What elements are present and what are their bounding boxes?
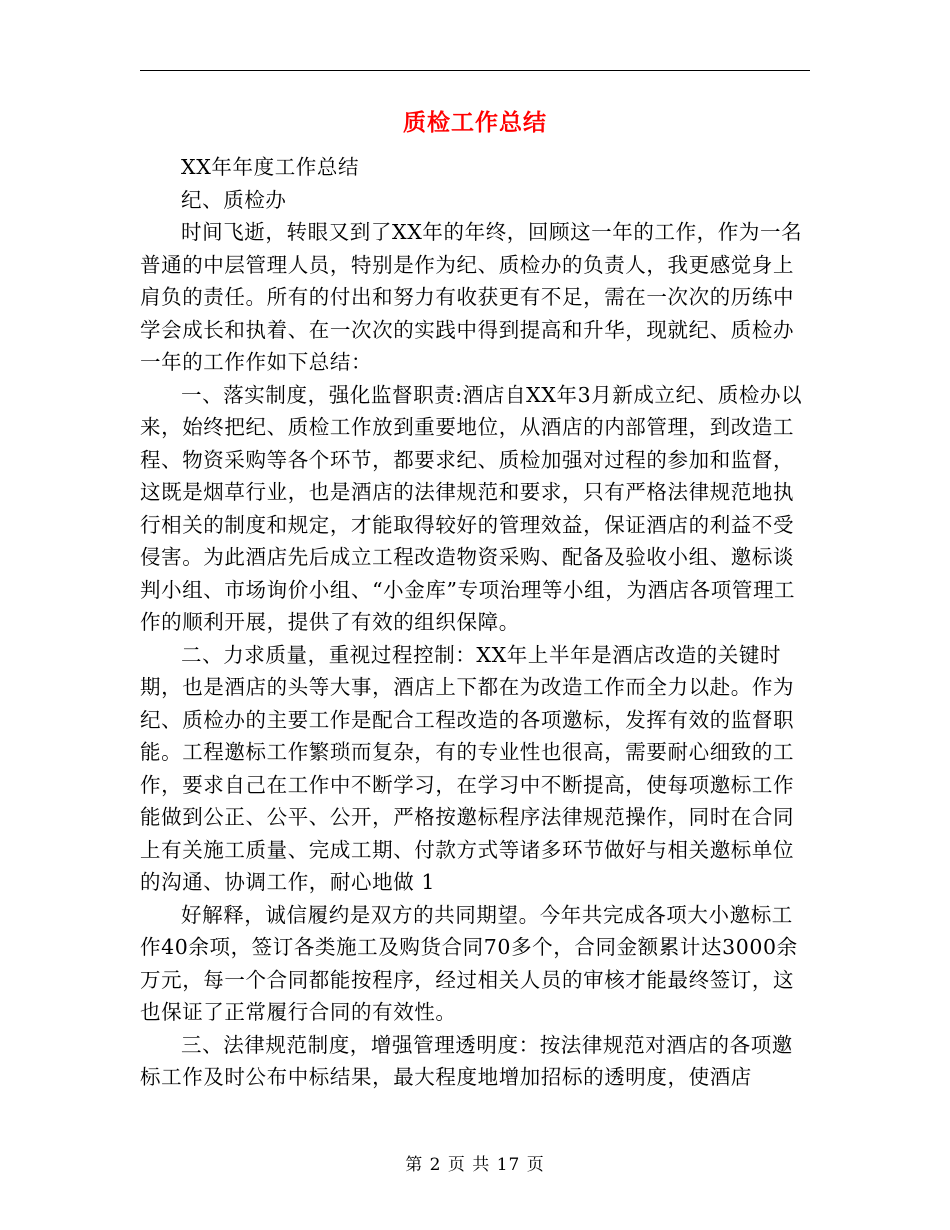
header-rule	[140, 70, 810, 71]
paragraph-section-two: 二、力求质量，重视过程控制：XX年上半年是酒店改造的关键时期，也是酒店的头等大事，酒店上下都在为改造工作而全力以赴。作为纪、质检办的主要工作是配合工程改造的各项邀标，发挥有效的监督职能。工程邀标工作繁琐而复杂，有的专业性也很高，需要耐心细致的工作，要求自己在工作中不断学习，在学习中不断提高，使每项邀标工作能做到公正、公平、公开，严格按邀标程序法律规范操作，同时在合同上有关施工质量、完成工期、付款方式等诸多环节做好与相关邀标单位的沟通、协调工作，耐心地做 1	[140, 642, 795, 894]
paragraph-section-two-continued: 好解释，诚信履约是双方的共同期望。今年共完成各项大小邀标工作40余项，签订各类施工及购货合同70多个，合同金额累计达3000余万元，每一个合同都能按程序，经过相关人员的审核才能最终签订，这也保证了正常履行合同的有效性。	[140, 902, 798, 1024]
paragraph-section-one: 一、落实制度，强化监督职责:酒店自XX年3月新成立纪、质检办以来，始终把纪、质检工作放到重要地位，从酒店的内部管理，到改造工程、物资采购等各个环节，都要求纪、质检加强对过程的参加和监督，这既是烟草行业，也是酒店的法律规范和要求，只有严格法律规范地执行相关的制度和规定，才能取得较好的管理效益，保证酒店的利益不受侵害。为此酒店先后成立工程改造物资采购、配备及验收小组、邀标谈判小组、市场询价小组、“小金库”专项治理等小组，为酒店各项管理工作的顺利开展，提供了有效的组织保障。	[140, 382, 803, 634]
paragraph-department: 纪、质检办	[181, 187, 287, 212]
paragraph-intro: 时间飞逝，转眼又到了XX年的年终，回顾这一年的工作，作为一名普通的中层管理人员，特别是作为纪、质检办的负责人，我更感觉身上肩负的责任。所有的付出和努力有收获更有不足，需在一次次的历练中学会成长和执着、在一次次的实践中得到提高和升华，现就纪、质检办一年的工作作如下总结：	[140, 220, 803, 374]
page-number-footer: 第 2 页 共 17 页	[405, 1155, 545, 1175]
paragraph-year-summary: XX年年度工作总结	[181, 155, 360, 179]
document-body	[140, 151, 812, 1094]
paragraph-section-three: 三、法律规范制度，增强管理透明度：按法律规范对酒店的各项邀标工作及时公布中标结果，最大程度地增加招标的透明度，使酒店	[140, 1032, 793, 1089]
document-title: 质检工作总结	[403, 110, 547, 136]
